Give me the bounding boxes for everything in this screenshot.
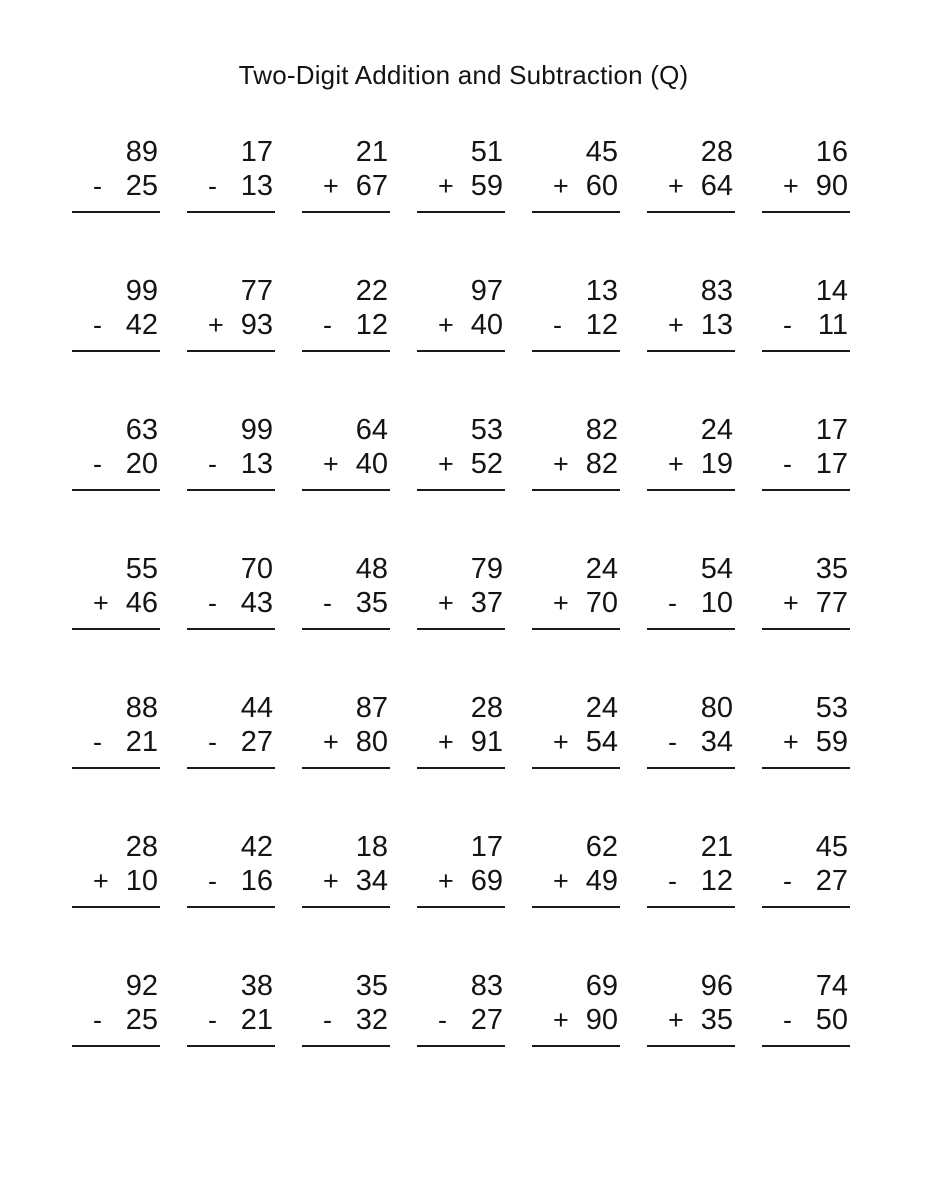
problem <box>417 552 505 630</box>
bottom-operand: 13 <box>700 309 733 341</box>
operator-minus: - <box>93 310 102 340</box>
operator-plus: + <box>438 171 454 201</box>
problem <box>762 691 850 769</box>
operator-minus: - <box>668 866 677 896</box>
worksheet-title: Two-Digit Addition and Subtraction (Q) <box>238 60 689 90</box>
problem-bottom-line <box>72 447 160 481</box>
bottom-operand: 90 <box>585 1004 618 1036</box>
top-operand: 28 <box>470 692 503 724</box>
bottom-operand: 27 <box>470 1004 503 1036</box>
problem-bottom-line <box>187 586 275 620</box>
problem <box>532 413 620 491</box>
problem-bottom-line <box>647 447 735 481</box>
top-operand: 64 <box>355 414 388 446</box>
operator-minus: - <box>668 727 677 757</box>
top-operand: 44 <box>240 692 273 724</box>
problem <box>417 413 505 491</box>
operator-plus: + <box>438 588 454 618</box>
top-operand: 21 <box>700 831 733 863</box>
problem-bottom-line <box>647 169 735 203</box>
problem-bottom-line <box>72 1003 160 1037</box>
problem-bottom-line <box>302 586 390 620</box>
top-operand: 35 <box>815 553 848 585</box>
top-operand: 79 <box>470 553 503 585</box>
problem-bottom-line <box>302 447 390 481</box>
bottom-operand: 10 <box>700 587 733 619</box>
top-operand: 83 <box>700 275 733 307</box>
problem <box>762 135 850 213</box>
top-operand: 99 <box>125 275 158 307</box>
problem <box>417 135 505 213</box>
top-operand: 51 <box>470 136 503 168</box>
problem-bottom-line <box>532 447 620 481</box>
problem <box>532 552 620 630</box>
top-operand: 88 <box>125 692 158 724</box>
operator-minus: - <box>323 588 332 618</box>
top-operand: 97 <box>470 275 503 307</box>
problem-bottom-line <box>762 447 850 481</box>
top-operand: 53 <box>470 414 503 446</box>
bottom-operand: 77 <box>815 587 848 619</box>
problem <box>762 969 850 1047</box>
top-operand: 42 <box>240 831 273 863</box>
operator-minus: - <box>668 588 677 618</box>
problem-bottom-line <box>187 308 275 342</box>
problem <box>187 135 275 213</box>
problem-bottom-line <box>187 725 275 759</box>
top-operand: 70 <box>240 553 273 585</box>
bottom-operand: 32 <box>355 1004 388 1036</box>
operator-plus: + <box>323 727 339 757</box>
operator-plus: + <box>783 588 799 618</box>
worksheet-page <box>0 60 927 1200</box>
top-operand: 55 <box>125 553 158 585</box>
operator-plus: + <box>438 310 454 340</box>
bottom-operand: 19 <box>700 448 733 480</box>
problem <box>72 274 160 352</box>
problem-bottom-line <box>72 308 160 342</box>
problem <box>72 413 160 491</box>
top-operand: 18 <box>355 831 388 863</box>
problem <box>187 552 275 630</box>
operator-minus: - <box>208 727 217 757</box>
problem-bottom-line <box>762 586 850 620</box>
top-operand: 28 <box>700 136 733 168</box>
problem-bottom-line <box>532 864 620 898</box>
problem-bottom-line <box>417 586 505 620</box>
bottom-operand: 12 <box>700 865 733 897</box>
problem <box>762 552 850 630</box>
operator-plus: + <box>438 866 454 896</box>
top-operand: 99 <box>240 414 273 446</box>
top-operand: 77 <box>240 275 273 307</box>
top-operand: 92 <box>125 970 158 1002</box>
problem <box>532 969 620 1047</box>
bottom-operand: 34 <box>355 865 388 897</box>
problem <box>647 135 735 213</box>
operator-plus: + <box>553 171 569 201</box>
bottom-operand: 40 <box>355 448 388 480</box>
problem-bottom-line <box>762 864 850 898</box>
top-operand: 38 <box>240 970 273 1002</box>
bottom-operand: 49 <box>585 865 618 897</box>
top-operand: 45 <box>585 136 618 168</box>
problem <box>762 413 850 491</box>
top-operand: 16 <box>815 136 848 168</box>
top-operand: 82 <box>585 414 618 446</box>
bottom-operand: 46 <box>125 587 158 619</box>
problem <box>72 969 160 1047</box>
problem <box>72 830 160 908</box>
problem-bottom-line <box>187 1003 275 1037</box>
top-operand: 14 <box>815 275 848 307</box>
bottom-operand: 59 <box>470 170 503 202</box>
problem <box>72 691 160 769</box>
top-operand: 22 <box>355 275 388 307</box>
top-operand: 24 <box>585 692 618 724</box>
bottom-operand: 42 <box>125 309 158 341</box>
operator-minus: - <box>783 1005 792 1035</box>
operator-plus: + <box>93 866 109 896</box>
top-operand: 17 <box>240 136 273 168</box>
operator-plus: + <box>668 449 684 479</box>
bottom-operand: 25 <box>125 170 158 202</box>
problem <box>647 969 735 1047</box>
problem <box>72 552 160 630</box>
top-operand: 53 <box>815 692 848 724</box>
bottom-operand: 27 <box>815 865 848 897</box>
bottom-operand: 17 <box>815 448 848 480</box>
problem <box>72 135 160 213</box>
problem-bottom-line <box>187 447 275 481</box>
operator-minus: - <box>93 727 102 757</box>
operator-plus: + <box>783 727 799 757</box>
problem <box>302 969 390 1047</box>
operator-plus: + <box>438 449 454 479</box>
problem-bottom-line <box>762 169 850 203</box>
operator-plus: + <box>323 866 339 896</box>
problem-bottom-line <box>647 308 735 342</box>
operator-plus: + <box>323 449 339 479</box>
problem <box>532 691 620 769</box>
problem <box>187 969 275 1047</box>
problem-bottom-line <box>532 308 620 342</box>
bottom-operand: 67 <box>355 170 388 202</box>
problem-bottom-line <box>647 1003 735 1037</box>
top-operand: 28 <box>125 831 158 863</box>
problem <box>302 413 390 491</box>
problem-bottom-line <box>532 586 620 620</box>
bottom-operand: 54 <box>585 726 618 758</box>
problem-bottom-line <box>417 308 505 342</box>
problem-bottom-line <box>532 169 620 203</box>
operator-plus: + <box>668 171 684 201</box>
bottom-operand: 50 <box>815 1004 848 1036</box>
problem-bottom-line <box>302 864 390 898</box>
problem <box>187 274 275 352</box>
problem-bottom-line <box>302 1003 390 1037</box>
bottom-operand: 13 <box>240 170 273 202</box>
operator-minus: - <box>93 1005 102 1035</box>
operator-plus: + <box>783 171 799 201</box>
bottom-operand: 34 <box>700 726 733 758</box>
top-operand: 13 <box>585 275 618 307</box>
top-operand: 24 <box>585 553 618 585</box>
top-operand: 62 <box>585 831 618 863</box>
operator-minus: - <box>208 866 217 896</box>
top-operand: 48 <box>355 553 388 585</box>
problem-bottom-line <box>72 586 160 620</box>
operator-plus: + <box>438 727 454 757</box>
operator-plus: + <box>553 449 569 479</box>
worksheet-grid <box>72 135 850 1047</box>
problem-bottom-line <box>302 169 390 203</box>
problem <box>647 413 735 491</box>
operator-minus: - <box>208 1005 217 1035</box>
operator-plus: + <box>553 866 569 896</box>
problem <box>302 274 390 352</box>
problem-bottom-line <box>762 308 850 342</box>
problem-bottom-line <box>187 169 275 203</box>
top-operand: 45 <box>815 831 848 863</box>
operator-minus: - <box>783 449 792 479</box>
bottom-operand: 35 <box>700 1004 733 1036</box>
operator-minus: - <box>323 310 332 340</box>
problem <box>762 274 850 352</box>
problem-bottom-line <box>417 447 505 481</box>
bottom-operand: 21 <box>240 1004 273 1036</box>
problem-bottom-line <box>762 725 850 759</box>
top-operand: 63 <box>125 414 158 446</box>
problem <box>417 274 505 352</box>
bottom-operand: 93 <box>240 309 273 341</box>
problem <box>647 830 735 908</box>
bottom-operand: 60 <box>585 170 618 202</box>
operator-minus: - <box>438 1005 447 1035</box>
operator-plus: + <box>208 310 224 340</box>
top-operand: 74 <box>815 970 848 1002</box>
operator-minus: - <box>208 449 217 479</box>
bottom-operand: 52 <box>470 448 503 480</box>
top-operand: 35 <box>355 970 388 1002</box>
problem <box>417 969 505 1047</box>
operator-plus: + <box>323 171 339 201</box>
top-operand: 17 <box>815 414 848 446</box>
operator-minus: - <box>208 588 217 618</box>
problem-bottom-line <box>532 725 620 759</box>
top-operand: 87 <box>355 692 388 724</box>
problem <box>647 274 735 352</box>
operator-minus: - <box>783 866 792 896</box>
bottom-operand: 35 <box>355 587 388 619</box>
problem <box>302 691 390 769</box>
top-operand: 21 <box>355 136 388 168</box>
problem-bottom-line <box>187 864 275 898</box>
problem <box>187 691 275 769</box>
bottom-operand: 70 <box>585 587 618 619</box>
operator-minus: - <box>93 171 102 201</box>
bottom-operand: 91 <box>470 726 503 758</box>
problem-bottom-line <box>647 586 735 620</box>
operator-plus: + <box>553 1005 569 1035</box>
top-operand: 24 <box>700 414 733 446</box>
bottom-operand: 25 <box>125 1004 158 1036</box>
bottom-operand: 80 <box>355 726 388 758</box>
problem <box>187 413 275 491</box>
operator-minus: - <box>93 449 102 479</box>
problem-bottom-line <box>72 864 160 898</box>
problem-bottom-line <box>302 308 390 342</box>
bottom-operand: 69 <box>470 865 503 897</box>
problem <box>302 135 390 213</box>
bottom-operand: 64 <box>700 170 733 202</box>
operator-minus: - <box>783 310 792 340</box>
bottom-operand: 12 <box>355 309 388 341</box>
top-operand: 69 <box>585 970 618 1002</box>
operator-minus: - <box>323 1005 332 1035</box>
bottom-operand: 59 <box>815 726 848 758</box>
top-operand: 83 <box>470 970 503 1002</box>
problem-bottom-line <box>647 725 735 759</box>
bottom-operand: 82 <box>585 448 618 480</box>
operator-plus: + <box>668 1005 684 1035</box>
problem <box>417 830 505 908</box>
problem <box>302 552 390 630</box>
problem-bottom-line <box>532 1003 620 1037</box>
problem <box>532 830 620 908</box>
problem-bottom-line <box>417 169 505 203</box>
problem <box>532 135 620 213</box>
problem-bottom-line <box>647 864 735 898</box>
bottom-operand: 37 <box>470 587 503 619</box>
problem <box>302 830 390 908</box>
operator-minus: - <box>553 310 562 340</box>
bottom-operand: 40 <box>470 309 503 341</box>
operator-minus: - <box>208 171 217 201</box>
problem-bottom-line <box>302 725 390 759</box>
bottom-operand: 11 <box>817 309 848 341</box>
problem <box>647 552 735 630</box>
bottom-operand: 13 <box>240 448 273 480</box>
problem <box>762 830 850 908</box>
operator-plus: + <box>553 727 569 757</box>
bottom-operand: 43 <box>240 587 273 619</box>
top-operand: 96 <box>700 970 733 1002</box>
problem <box>647 691 735 769</box>
bottom-operand: 27 <box>240 726 273 758</box>
operator-plus: + <box>93 588 109 618</box>
top-operand: 54 <box>700 553 733 585</box>
problem-bottom-line <box>72 169 160 203</box>
top-operand: 89 <box>125 136 158 168</box>
problem <box>187 830 275 908</box>
operator-plus: + <box>553 588 569 618</box>
problem-bottom-line <box>417 1003 505 1037</box>
bottom-operand: 12 <box>585 309 618 341</box>
bottom-operand: 90 <box>815 170 848 202</box>
top-operand: 17 <box>470 831 503 863</box>
bottom-operand: 20 <box>125 448 158 480</box>
problem <box>532 274 620 352</box>
problem-bottom-line <box>417 864 505 898</box>
problem <box>417 691 505 769</box>
problem-bottom-line <box>762 1003 850 1037</box>
bottom-operand: 21 <box>125 726 158 758</box>
bottom-operand: 10 <box>125 865 158 897</box>
operator-plus: + <box>668 310 684 340</box>
problem-bottom-line <box>72 725 160 759</box>
top-operand: 80 <box>700 692 733 724</box>
bottom-operand: 16 <box>240 865 273 897</box>
problem-bottom-line <box>417 725 505 759</box>
